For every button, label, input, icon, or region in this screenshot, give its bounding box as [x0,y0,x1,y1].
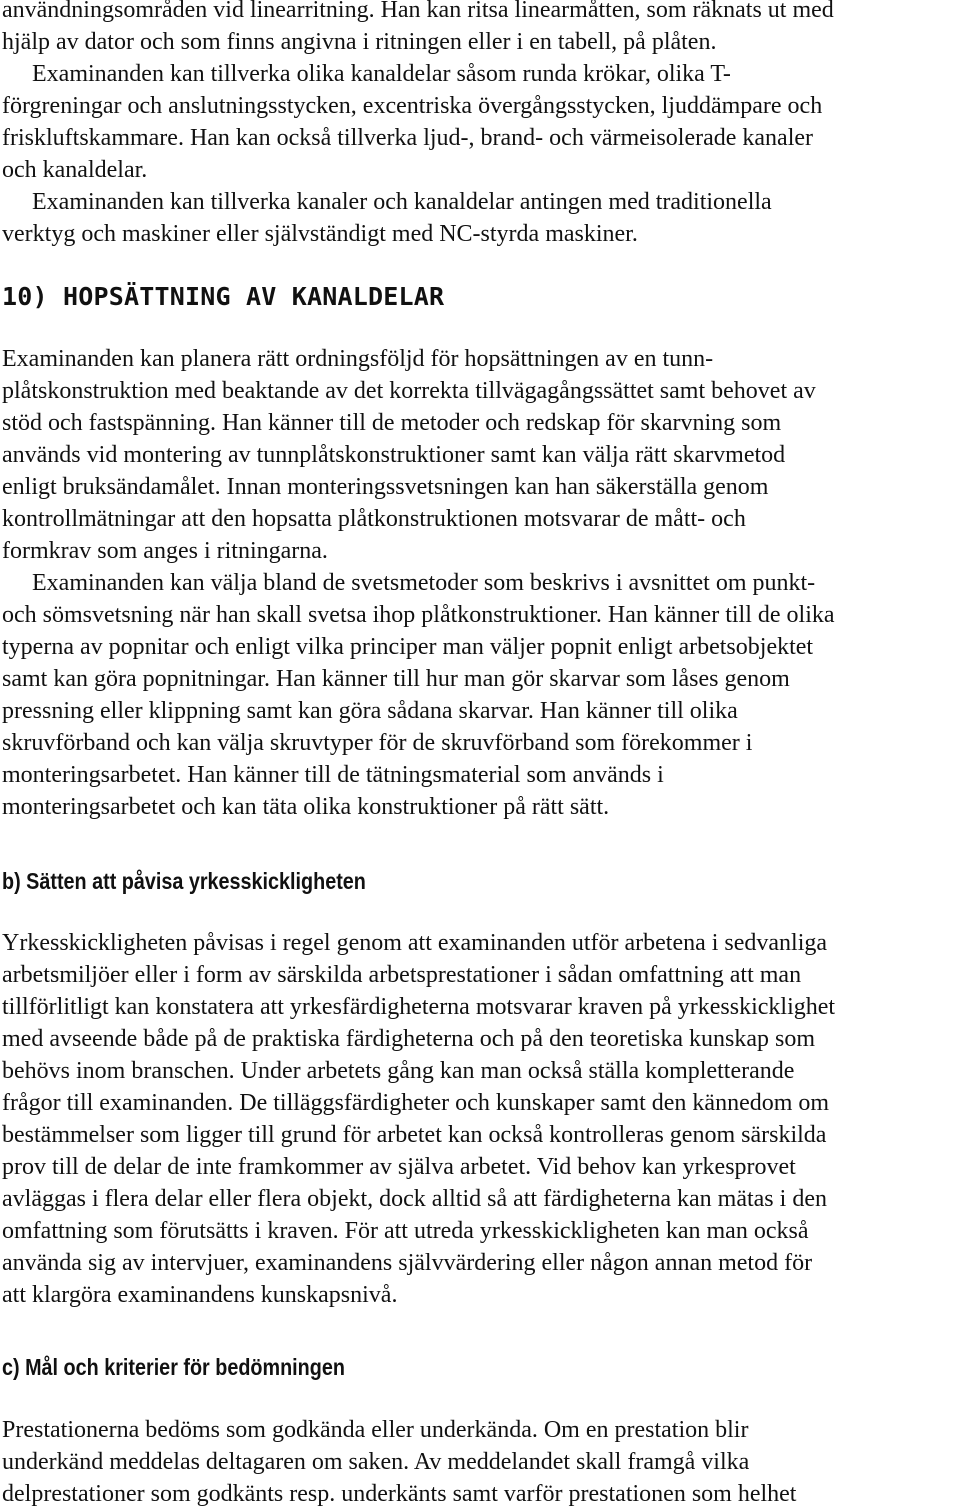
text-line: och kanaldelar. [2,157,148,183]
section-heading-c: c) Mål och kriterier för bedömningen [2,1354,345,1380]
text-line: användningsområden vid linearritning. Han kan ritsa linearmåtten, som räknats ut med [2,0,834,23]
section-b-paragraph [2,927,835,1311]
text-line: pressning eller klippning samt kan göra sådana skarvar. Han känner till olika [2,698,738,724]
text-line: monteringsarbetet och kan täta olika konstruktioner på rätt sätt. [2,794,610,820]
text-line: används vid montering av tunnplåtskonstruktioner samt kan välja rätt skarvmetod [2,442,786,468]
intro-text [2,0,834,250]
section-c-paragraph [2,1414,796,1509]
text-line: prov till de delar de inte framkommer av själva arbetet. Vid behov kan yrkesprovet [2,1154,796,1180]
document-page [2,0,958,1509]
text-line: frågor till examinanden. De tilläggsfärdigheter och kunskaper samt den kännedom om [2,1090,830,1116]
text-line: Examinanden kan planera rätt ordningsföljd för hopsättningen av en tunn- [2,346,714,372]
section-heading-10: 10) HOPSÄTTNING AV KANALDELAR [2,282,445,311]
text-line: delprestationer som godkänts resp. underkänts samt varför prestationen som helhet [2,1481,797,1507]
text-line: tillförlitligt kan konstatera att yrkesfärdigheterna motsvarar kraven på yrkesskicklighet [2,994,836,1020]
text-line: skruvförband och kan välja skruvtyper för de skruvförband som förekommer i [2,730,753,756]
text-line: stöd och fastspänning. Han känner till de metoder och redskap för skarvning som [2,410,782,436]
text-line: typerna av popnitar och enligt vilka principer man väljer popnit enligt arbetsobjektet [2,634,814,660]
section-10-paragraph-2 [2,567,835,823]
section-10-paragraph-1 [2,343,816,567]
text-line: med avseende både på de praktiska färdigheterna och på den teoretiska kunskap som [2,1026,816,1052]
section-heading-b: b) Sätten att påvisa yrkesskickligheten [2,868,366,894]
text-line: Examinanden kan tillverka kanaler och kanaldelar antingen med traditionella [32,189,772,215]
text-line: samt kan göra popnitningar. Han känner till hur man gör skarvar som låses genom [2,666,790,692]
text-line: använda sig av intervjuer, examinandens självvärdering eller någon annan metod för [2,1250,813,1276]
text-line: monteringsarbetet. Han känner till de tätningsmaterial som används i [2,762,664,788]
text-line: arbetsmiljöer eller i form av särskilda arbetsprestationer i sådan omfattning att man [2,962,802,988]
text-line: behövs inom branschen. Under arbetets gång kan man också ställa kompletterande [2,1058,795,1084]
text-line: enligt bruksändamålet. Innan monteringssvetsningen kan han säkerställa genom [2,474,769,500]
text-line: formkrav som anges i ritningarna. [2,538,328,564]
text-line: Yrkesskickligheten påvisas i regel genom att examinanden utför arbetena i sedvanliga [2,930,828,956]
text-line: omfattning som förutsätts i kraven. För att utreda yrkesskickligheten kan man också [2,1218,809,1244]
text-line: underkänd meddelas deltagaren om saken. Av meddelandet skall framgå vilka [2,1449,750,1475]
text-line: hjälp av dator och som finns angivna i ritningen eller i en tabell, på plåten. [2,29,717,55]
text-line: Examinanden kan tillverka olika kanaldelar såsom runda krökar, olika T- [32,61,731,87]
text-line: Examinanden kan välja bland de svetsmetoder som beskrivs i avsnittet om punkt- [32,570,816,596]
text-line: att klargöra examinandens kunskapsnivå. [2,1282,398,1308]
text-line: friskluftskammare. Han kan också tillverka ljud-, brand- och värmeisolerade kanaler [2,125,814,151]
text-line: och sömsvetsning när han skall svetsa ihop plåtkonstruktioner. Han känner till de olika [2,602,835,628]
text-line: verktyg och maskiner eller självständigt med NC-styrda maskiner. [2,221,638,247]
text-line: plåtskonstruktion med beaktande av det korrekta tillvägagångssättet samt behovet av [2,378,816,404]
text-line: kontrollmätningar att den hopsatta plåtkonstruktionen motsvarar de mått- och [2,506,746,532]
text-line: bestämmelser som ligger till grund för arbetet kan också kontrolleras genom särskilda [2,1122,827,1148]
text-line: avläggas i flera delar eller flera objekt, dock alltid så att färdigheterna kan mätas i den [2,1186,827,1212]
text-line: förgreningar och anslutningsstycken, excentriska övergångsstycken, ljuddämpare och [2,93,823,119]
text-line: Prestationerna bedöms som godkända eller underkända. Om en prestation blir [2,1417,749,1443]
